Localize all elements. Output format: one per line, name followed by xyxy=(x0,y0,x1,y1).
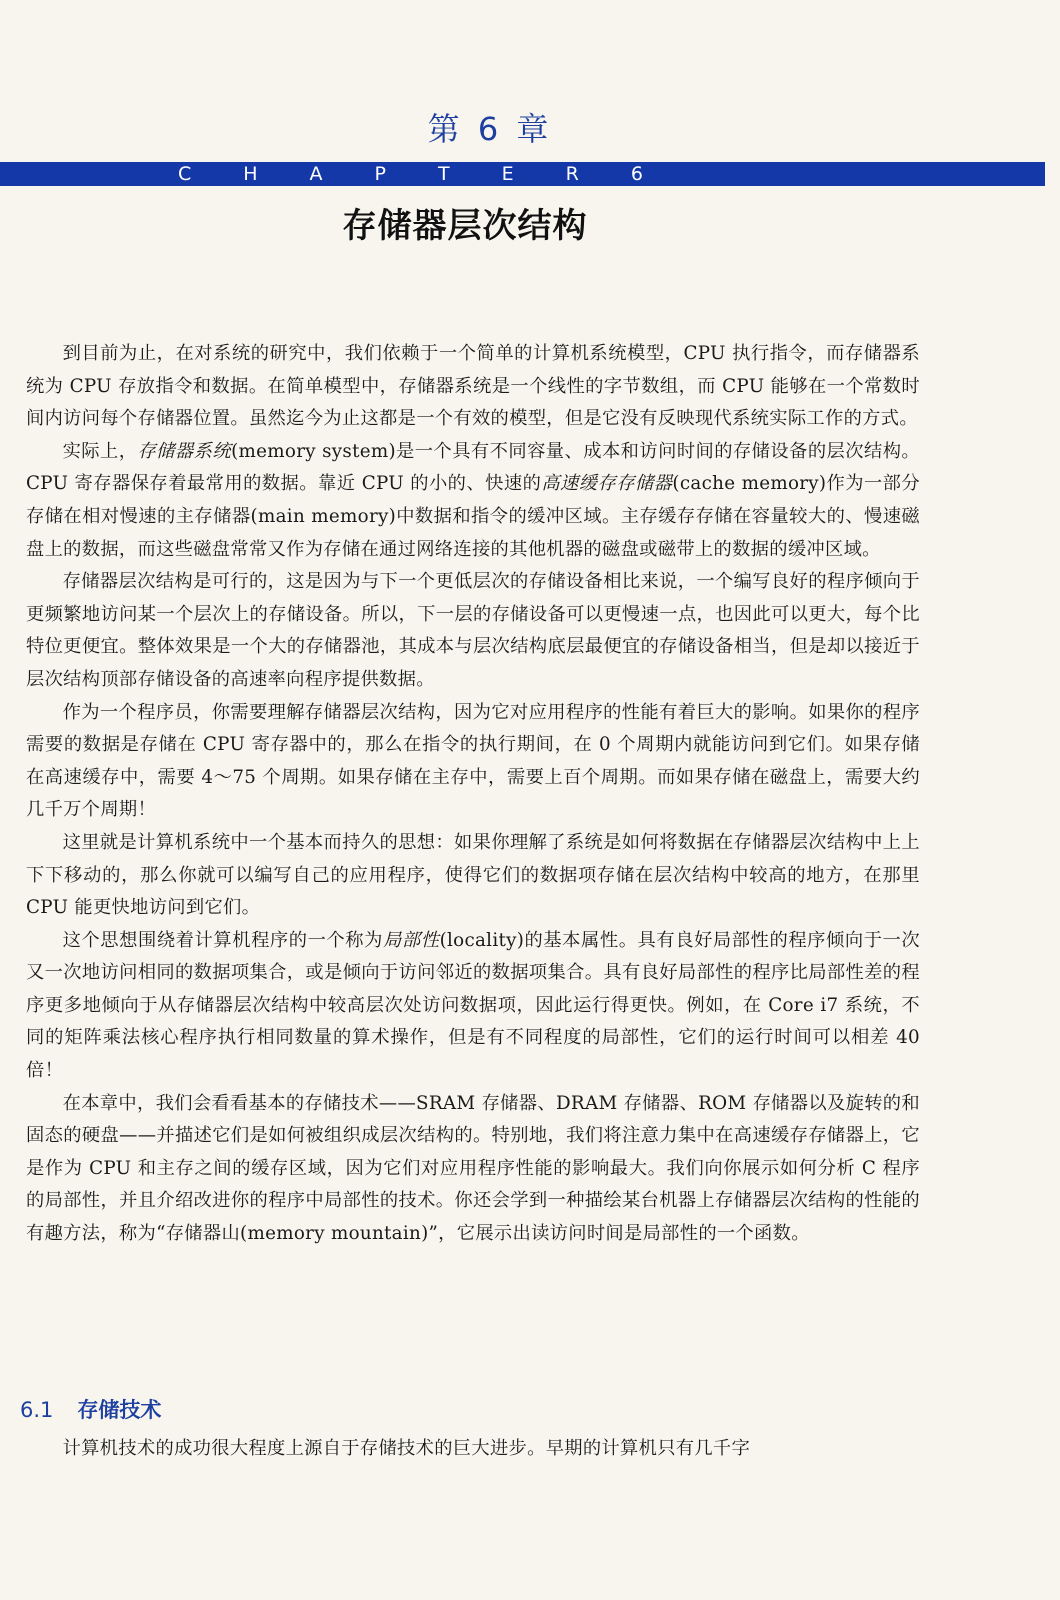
paragraph-text: (cache memory)作为一部分存储在相对慢速的主存储器(main memory)中数据和指令的缓冲区域。主存缓存存储在容量较大的、慢速磁盘上的数据，而这些磁盘常常又作为存储在通过网络连接的其他机器的磁盘或磁带上的数据的缓冲区域。 xyxy=(26,473,920,560)
paragraph-programmer: 作为一个程序员，你需要理解存储器层次结构，因为它对应用程序的性能有着巨大的影响。如果你的程序需要的数据是存储在 CPU 寄存器中的，那么在指令的执行期间，在 0 个周期内就能访问到它们。如果存储在高速缓存中，需要 4～75 个周期。如果存储在主存中，需要上百个周期。而如果存储在磁盘上，需要大约几千万个周期！ xyxy=(26,701,920,821)
paragraph-intro: 到目前为止，在对系统的研究中，我们依赖于一个简单的计算机系统模型，CPU 执行指令，而存储器系统为 CPU 存放指令和数据。在简单模型中，存储器系统是一个线性的字节数组，而 CPU 能够在一个常数时间内访问每个存储器位置。虽然迄今为止这都是一个有效的模型，但是它没有反映现代系统实际工作的方式。 xyxy=(26,343,920,430)
section-heading xyxy=(20,1394,161,1424)
term-memory-system: 存储器系统 xyxy=(137,440,232,462)
paragraph-chapter-overview: 在本章中，我们会看看基本的存储技术——SRAM 存储器、DRAM 存储器、ROM 存储器以及旋转的和固态的硬盘——并描述它们是如何被组织成层次结构的。特别地，我们将注意力集中在高速缓存存储器上，它是作为 CPU 和主存之间的缓存区域，因为它们对应用程序性能的影响最大。我们向你展示如何分析 C 程序的局部性，并且介绍改进你的程序中局部性的技术。你还会学到一种描绘某台机器上存储器层次结构的性能的有趣方法，称为“存储器山(memory mountain)”，它展示出读访问时间是局部性的一个函数。 xyxy=(26,1092,920,1245)
chapter-number: 第 6 章 xyxy=(427,110,553,148)
paragraph-locality xyxy=(26,925,920,1088)
chapter-band-label: CHAPTER6 xyxy=(178,163,695,185)
section-title: 存储技术 xyxy=(77,1398,162,1422)
paragraph-text: 这个思想围绕着计算机程序的一个称为 xyxy=(62,929,384,951)
paragraph-hierarchy-feasible: 存储器层次结构是可行的，这是因为与下一个更低层次的存储设备相比来说，一个编写良好的程序倾向于更频繁地访问某一个层次上的存储设备。所以，下一层的存储设备可以更慢速一点，也因此可以更大，每个比特位更便宜。整体效果是一个大的存储器池，其成本与层次结构底层最便宜的存储设备相当，但是却以接近于层次结构顶部存储设备的高速率向程序提供数据。 xyxy=(26,571,920,690)
chapter-body xyxy=(26,338,920,1251)
term-locality: 局部性 xyxy=(383,929,440,951)
chapter-title: 存储器层次结构 xyxy=(342,206,588,246)
chapter-band xyxy=(0,162,1045,186)
term-cache-memory: 高速缓存存储器 xyxy=(541,473,673,495)
paragraph-text: (locality)的基本属性。具有良好局部性的程序倾向于一次又一次地访问相同的数据项集合，或是倾向于访问邻近的数据项集合。具有良好局部性的程序比局部性差的程序更多地倾向于从存储器层次结构中较高层次处访问数据项，因此运行得更快。例如，在 Core i7 系统，不同的矩阵乘法核心程序执行相同数量的算术操作，但是有不同程度的局部性，它们的运行时间可以相差 40 倍！ xyxy=(26,929,920,1082)
paragraph-memory-system xyxy=(26,436,920,566)
paragraph-fundamental-idea: 这里就是计算机系统中一个基本而持久的思想：如果你理解了系统是如何将数据在存储器层次结构中上上下下移动的，那么你就可以编写自己的应用程序，使得它们的数据项存储在层次结构中较高的地方，在那里 CPU 能更快地访问到它们。 xyxy=(26,831,920,919)
paragraph-text: (memory system)是一个具有不同容量、成本和访问时间的存储设备的层次结构。CPU 寄存器保存着最常用的数据。靠近 CPU 的小的、快速的 xyxy=(26,440,920,495)
section-number: 6.1 xyxy=(20,1398,54,1422)
section-intro: 计算机技术的成功很大程度上源自于存储技术的巨大进步。早期的计算机只有几千字 xyxy=(62,1438,751,1459)
paragraph-text: 实际上， xyxy=(62,440,138,462)
